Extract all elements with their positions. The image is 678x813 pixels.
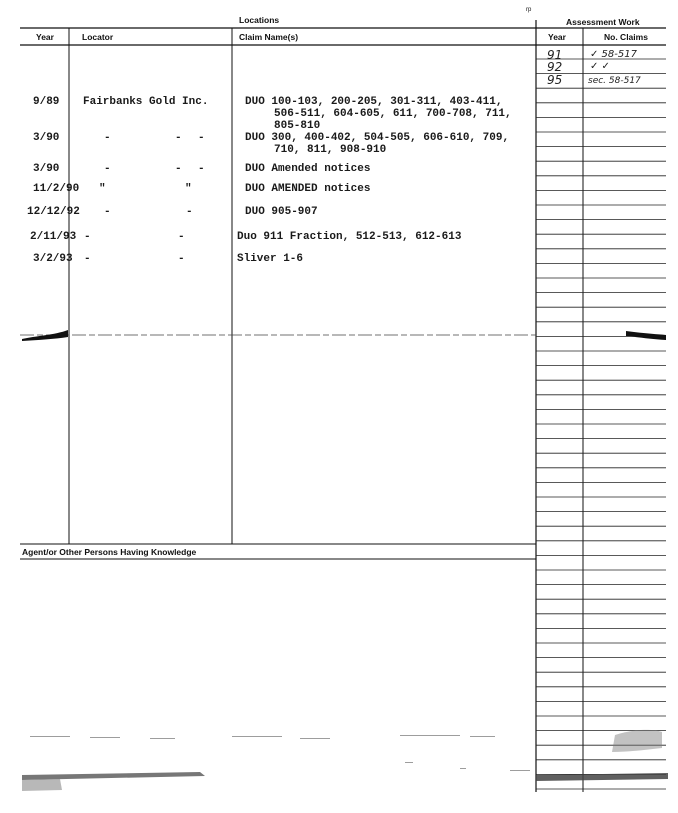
entry-year: 12/12/92 bbox=[27, 206, 80, 218]
entry-locator-ditto: - bbox=[175, 163, 182, 175]
entry-locator-ditto: - bbox=[198, 163, 205, 175]
aw-year-column-header: Year bbox=[548, 32, 566, 42]
entry-locator-ditto: - bbox=[198, 132, 205, 144]
entry-year: 3/90 bbox=[33, 163, 60, 175]
entry-claims-line: Sliver 1-6 bbox=[237, 253, 304, 265]
year-column-header: Year bbox=[36, 32, 54, 42]
aw-year: 91 bbox=[547, 48, 563, 62]
entry-claims-line: Duo 911 Fraction, 512-513, 612-613 bbox=[237, 231, 462, 243]
entry-locator-ditto: - bbox=[84, 253, 91, 265]
agent-header: Agent/or Other Persons Having Knowledge bbox=[22, 547, 197, 557]
entry-locator-ditto: - bbox=[84, 231, 91, 243]
entry-year: 3/90 bbox=[33, 132, 60, 144]
entry-claims-line: 506-511, 604-605, 611, 700-708, 711, bbox=[274, 108, 512, 120]
entry-locator-ditto: - bbox=[178, 253, 185, 265]
entry-year: 2/11/93 bbox=[30, 231, 77, 243]
entry-locator-ditto: - bbox=[178, 231, 185, 243]
assessment-work-header: Assessment Work bbox=[566, 17, 640, 27]
locations-header: Locations bbox=[239, 15, 280, 25]
entry-locator-ditto: - bbox=[186, 206, 193, 218]
entry-locator-ditto: " bbox=[99, 183, 106, 195]
entry-claims-line: DUO 100-103, 200-205, 301-311, 403-411, bbox=[245, 96, 503, 108]
entry-claims-line: 710, 811, 908-910 bbox=[274, 144, 387, 156]
entry-locator: Fairbanks Gold Inc. bbox=[83, 96, 209, 108]
entry-year: 11/2/90 bbox=[33, 183, 80, 195]
entry-locator-ditto: - bbox=[104, 132, 111, 144]
corner-mark: rp bbox=[526, 7, 532, 13]
aw-year: 92 bbox=[547, 60, 563, 74]
aw-claims: ✓ ✓ bbox=[590, 61, 610, 72]
aw-no-claims-column-header: No. Claims bbox=[604, 32, 648, 42]
entry-locator-ditto: " bbox=[185, 183, 192, 195]
entry-claims-line: DUO 905-907 bbox=[245, 206, 318, 218]
claim-names-column-header: Claim Name(s) bbox=[239, 32, 299, 42]
aw-year: 95 bbox=[547, 73, 563, 87]
entry-claims-line: 805-810 bbox=[274, 120, 321, 132]
entry-claims-line: DUO 300, 400-402, 504-505, 606-610, 709, bbox=[245, 132, 510, 144]
entry-year: 3/2/93 bbox=[33, 253, 73, 265]
entry-claims-line: DUO Amended notices bbox=[245, 163, 371, 175]
locator-column-header: Locator bbox=[82, 32, 114, 42]
aw-claims: ✓ 58-517 bbox=[590, 49, 637, 60]
entry-locator-ditto: - bbox=[104, 206, 111, 218]
aw-claims: sec. 58-517 bbox=[588, 76, 641, 86]
entry-locator-ditto: - bbox=[175, 132, 182, 144]
entry-locator-ditto: - bbox=[104, 163, 111, 175]
entry-claims-line: DUO AMENDED notices bbox=[245, 183, 371, 195]
entry-year: 9/89 bbox=[33, 96, 60, 108]
